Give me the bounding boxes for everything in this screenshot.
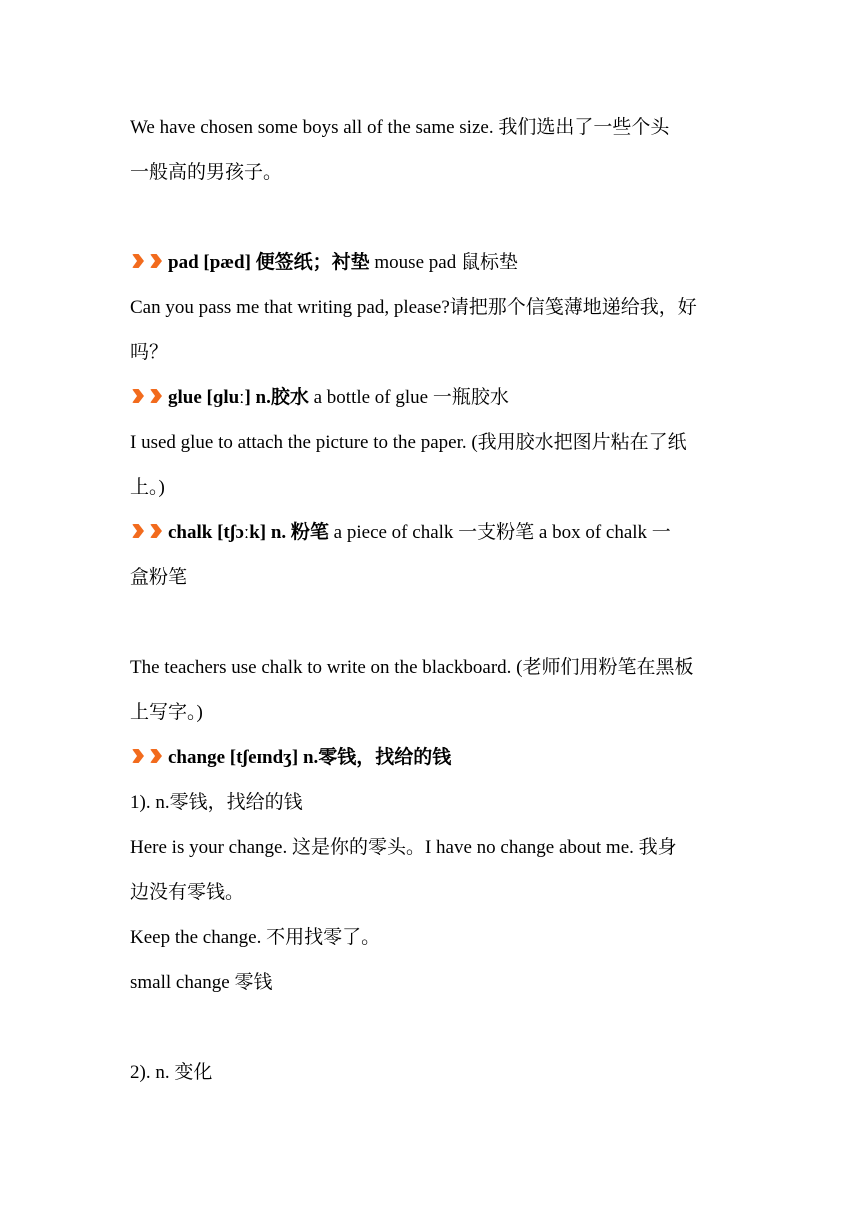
sense-heading-1: 1). n.零钱，找给的钱 xyxy=(130,792,303,813)
vocab-phrase-glue: a bottle of glue 一瓶胶水 xyxy=(308,387,509,408)
double-chevron-bullet-icon xyxy=(130,252,168,270)
vocab-phrase-chalk-cont: 盒粉笔 xyxy=(130,567,188,588)
phrase-small-change: small change 零钱 xyxy=(130,972,273,993)
double-chevron-bullet-icon xyxy=(130,522,168,540)
vocab-entry-glue xyxy=(130,386,740,410)
sentence-change: Here is your change. 这是你的零头。I have no change about me. 我身 xyxy=(130,837,677,858)
vocab-headword-chalk: chalk [tʃɔːk] n. 粉笔 xyxy=(168,522,329,543)
vocab-headword-pad: pad [pæd] 便签纸；衬垫 xyxy=(168,252,370,273)
sentence-size: We have chosen some boys all of the same size. 我们选出了一些个头 xyxy=(130,117,670,138)
sentence-glue: I used glue to attach the picture to the paper. (我用胶水把图片粘在了纸 xyxy=(130,432,687,453)
vocab-headword-glue: glue [ɡluː] n.胶水 xyxy=(168,387,309,408)
sentence-chalk: The teachers use chalk to write on the blackboard. (老师们用粉笔在黑板 xyxy=(130,657,694,678)
sentence-change-cont: 边没有零钱。 xyxy=(130,882,245,903)
sentence-glue-cont: 上。) xyxy=(130,477,165,498)
vocab-headword-change: change [tʃeɪndʒ] n.零钱，找给的钱 xyxy=(168,747,452,768)
sense-heading-2: 2). n. 变化 xyxy=(130,1062,213,1083)
vocab-phrase-pad: mouse pad 鼠标垫 xyxy=(369,252,518,273)
sentence-size-cont: 一般高的男孩子。 xyxy=(130,162,283,183)
sentence-pad-cont: 吗？ xyxy=(130,342,169,363)
double-chevron-bullet-icon xyxy=(130,387,168,405)
vocab-phrase-chalk: a piece of chalk 一支粉笔 a box of chalk 一 xyxy=(328,522,671,543)
vocab-entry-change xyxy=(130,746,740,770)
vocab-entry-chalk xyxy=(130,521,740,545)
sentence-keep-change: Keep the change. 不用找零了。 xyxy=(130,927,381,948)
sentence-chalk-cont: 上写字。) xyxy=(130,702,203,723)
vocab-entry-pad xyxy=(130,251,740,275)
sentence-pad: Can you pass me that writing pad, please?请把那个信笺薄地递给我，好 xyxy=(130,297,697,318)
double-chevron-bullet-icon xyxy=(130,747,168,765)
